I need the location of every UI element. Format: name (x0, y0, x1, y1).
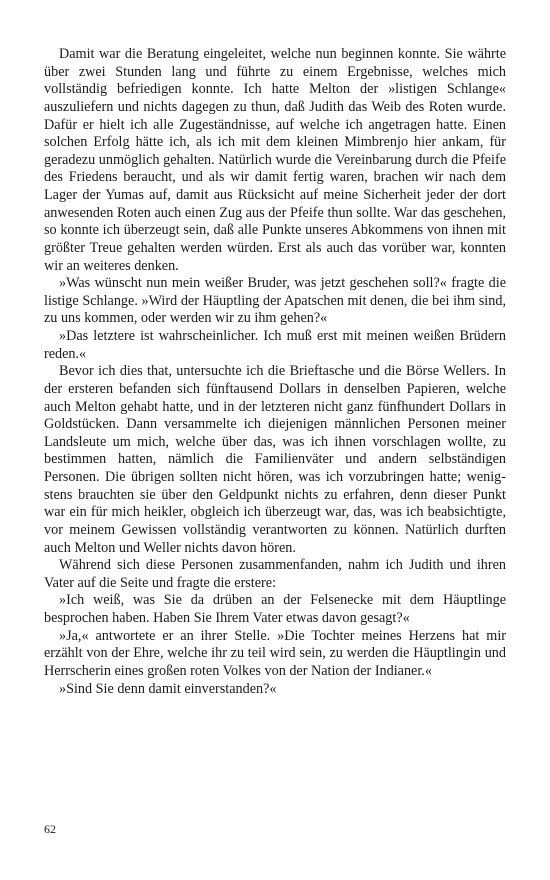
page-body (44, 46, 506, 698)
paragraph-7: »Ja,« antwortete er an ihrer Stelle. »Die Tochter meines Herzens hat mir erzählt von der Ehre, welche ihr zu teil wird sein, zu werden die Häuptlingin und Herrscherin eines großen roten Volkes von der Nation der Indianer.« (44, 627, 506, 679)
paragraph-5: Während sich diese Personen zusammenfanden, nahm ich Judith und ihren Vater auf die Seite und fragte die erstere: (44, 557, 506, 591)
paragraph-6: »Ich weiß, was Sie da drüben an der Felsenecke mit dem Häuptlinge besprochen haben. Haben Sie Ihrem Vater etwas davon gesagt?« (44, 592, 506, 626)
paragraph-2: »Was wünscht nun mein weißer Bruder, was jetzt geschehen soll?« fragte die listige Schlange. »Wird der Häuptling der Apatschen mit denen, die bei ihm sind, zu uns kommen, oder werden wir zu ihm gehen?« (44, 275, 506, 327)
page-number: 62 (44, 822, 56, 836)
paragraph-4: Bevor ich dies that, untersuchte ich die Brieftasche und die Börse Wellers. In der ersteren befanden sich fünftausend Dollars in denselben Papieren, welche auch Melton gehabt hatte, und in der letzteren nicht ganz fünfhundert Dollars in Goldstücken. Dann versammelte ich diejenigen männlichen Personen meiner Landsleute um mich, welche über das, was ich ihnen vorschlagen wollte, zu bestimmen hatten, nämlich die Familienväter und andern selbständigen Personen. Die übrigen sollten nicht hören, was ich vorzubringen hatte; wenigstens brauchten sie über den Geldpunkt nichts zu erfahren, denn dieser Punkt war ein für mich heikler, obgleich ich überzeugt war, das, was ich beabsichtigte, vor meinem Gewissen vollständig verantworten zu können. Natürlich durften auch Melton und Weller nichts davon hören. (44, 363, 506, 556)
paragraph-1: Damit war die Beratung eingeleitet, welche nun beginnen konnte. Sie währte über zwei Stunden lang und führte zu einem Ergebnisse, welches mich vollständig befriedigen konnte. Ich hatte Melton der »listigen Schlange« auszuliefern und nichts dagegen zu thun, daß Judith das Weib des Roten wurde. Dafür er hielt ich alle Zugeständnisse, auf welche ich angetragen hatte. Einen solchen Erfolg hätte ich, als ich mit dem kleinen Mimbrenjo hier ankam, für geradezu unmöglich gehalten. Natürlich wurde die Vereinbarung durch die Pfeife des Friedens beraucht, und als wir damit fertig waren, brachen wir nach dem Lager der Yumas auf, damit aus Rücksicht auf meine Sicherheit jeder der dort anwesenden Roten auch einen Zug aus der Pfeife thun sollte. War das geschehen, so konnte ich überzeugt sein, daß alle Punkte unseres Abkommens von ihnen mit größter Treue gehalten werden würden. Erst als auch das vorüber war, konnten wir an weiteres denken. (44, 46, 506, 274)
paragraph-3: »Das letztere ist wahrscheinlicher. Ich muß erst mit meinen weißen Brüdern reden.« (44, 328, 506, 362)
paragraph-8: »Sind Sie denn damit einverstanden?« (59, 680, 277, 697)
